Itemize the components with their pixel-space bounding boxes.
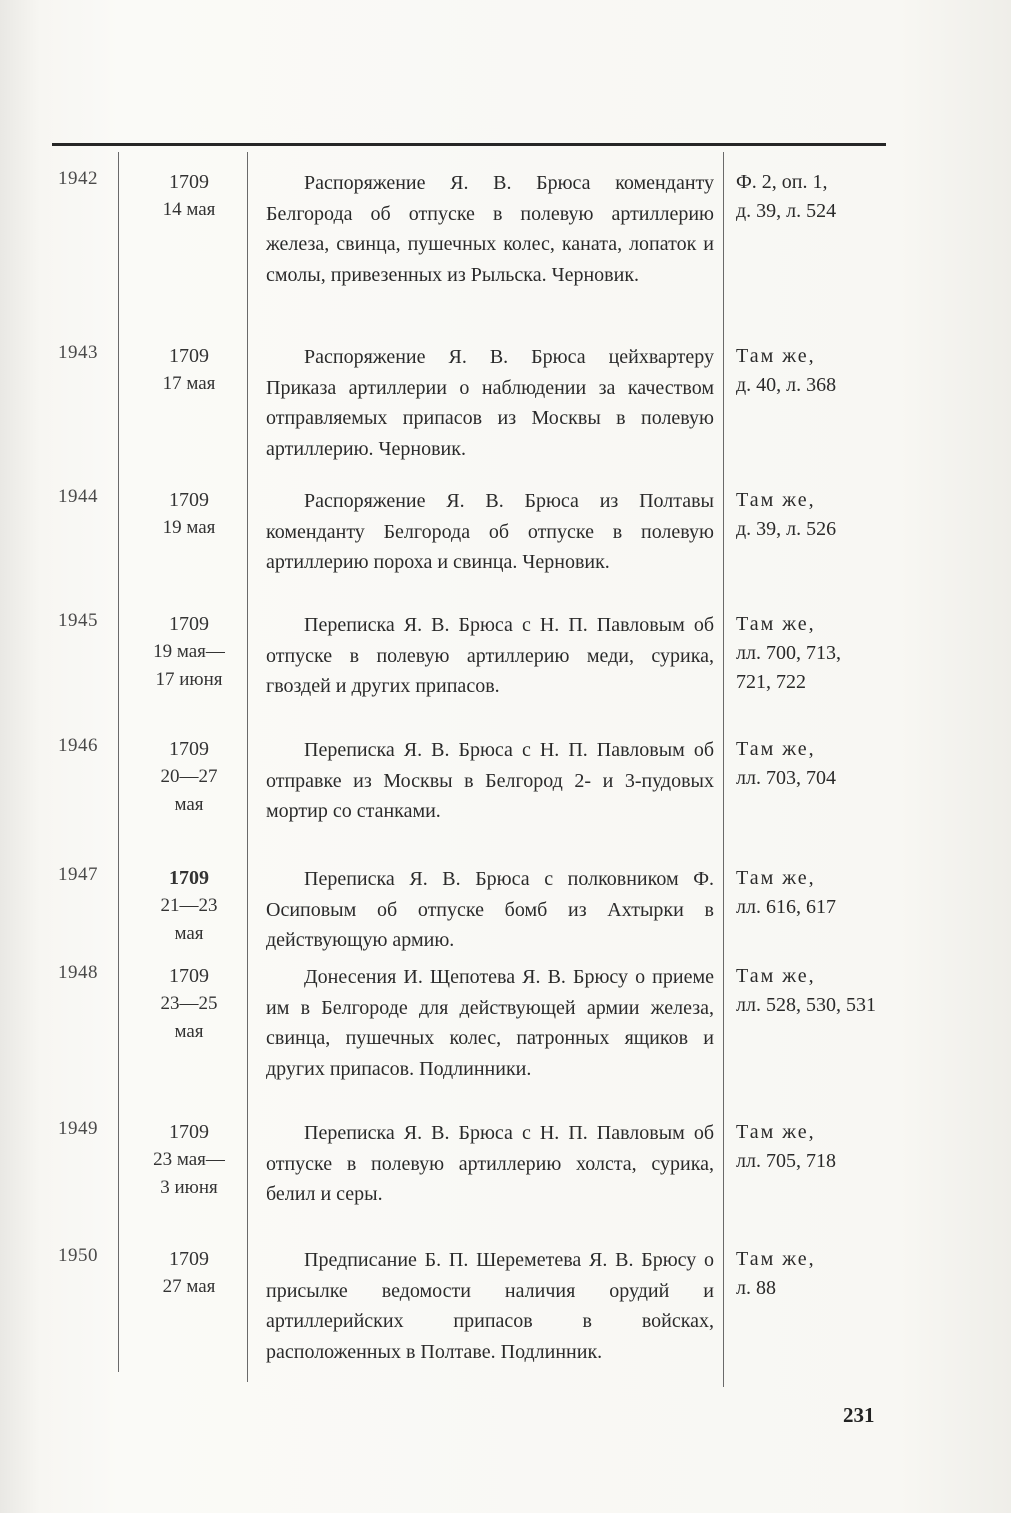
entry-number: 1943 xyxy=(58,342,98,363)
entry-reference xyxy=(736,486,886,544)
entry-reference xyxy=(736,1245,886,1303)
entry-number: 1950 xyxy=(58,1245,98,1266)
date-month: мая xyxy=(174,923,204,944)
date-month: мая xyxy=(174,1021,204,1042)
entry-date xyxy=(124,864,254,948)
entry-description: Распоряжение Я. В. Брюса коменданту Белгорода об отпуске в полевую артиллерию железа, свинца, пушечных колес, каната, лопаток и смолы, привезенных из Рыльска. Черновик. xyxy=(266,172,714,286)
entry-date xyxy=(124,168,254,224)
entry-number: 1948 xyxy=(58,962,98,983)
reference-line-2: лл. 705, 718 xyxy=(736,1150,836,1172)
entry-description: Переписка Я. В. Брюса с Н. П. Павловым об отправке из Москвы в Белгород 2- и 3-пудовых мортир со станками. xyxy=(266,739,714,822)
reference-line-1: Там же, xyxy=(736,1121,816,1143)
entry-reference xyxy=(736,1118,886,1176)
reference-line-2: лл. 700, 713, 721, 722 xyxy=(736,642,841,693)
date-year: 1709 xyxy=(169,1121,209,1143)
entry-reference xyxy=(736,735,886,793)
entry-reference xyxy=(736,168,886,226)
reference-line-2: д. 40, л. 368 xyxy=(736,374,837,396)
date-range-end: 3 июня xyxy=(160,1177,218,1198)
date-month: мая xyxy=(174,794,204,815)
reference-line-1: Там же, xyxy=(736,738,816,760)
entry-date xyxy=(124,735,254,819)
entry-reference xyxy=(736,342,886,400)
reference-line-1: Там же, xyxy=(736,867,816,889)
reference-line-1: Ф. 2, оп. 1, xyxy=(736,171,828,193)
entry-description: Предписание Б. П. Шереметева Я. В. Брюсу о присылке ведомости наличия орудий и артиллерийских припасов в войсках, расположенных в Полтаве. Подлинник. xyxy=(266,1249,714,1363)
top-rule xyxy=(52,143,886,146)
date-range: 23—25 xyxy=(160,993,218,1014)
entry-description: Распоряжение Я. В. Брюса из Полтавы коменданту Белгорода об отпуске в полевую артиллерию пороха и свинца. Черновик. xyxy=(266,490,714,573)
entry-date xyxy=(124,610,254,694)
entry-description: Распоряжение Я. В. Брюса цейхвартеру Приказа артиллерии о наблюдении за качеством отправляемых припасов из Москвы в полевую артиллерию. Черновик. xyxy=(266,346,714,460)
date-range: 20—27 xyxy=(160,766,218,787)
date-range-start: 19 мая— xyxy=(153,641,225,662)
entry-number: 1947 xyxy=(58,864,98,885)
entry-number: 1949 xyxy=(58,1118,98,1139)
date-range-start: 23 мая— xyxy=(153,1149,225,1170)
entry-date xyxy=(124,962,254,1046)
date-day: 27 мая xyxy=(162,1276,216,1297)
date-year: 1709 xyxy=(169,1248,209,1270)
entry-reference xyxy=(736,962,886,1020)
entry-date xyxy=(124,342,254,398)
reference-line-1: Там же, xyxy=(736,489,816,511)
entry-date xyxy=(124,1245,254,1301)
entry-number: 1945 xyxy=(58,610,98,631)
date-range-end: 17 июня xyxy=(155,669,223,690)
reference-line-1: Там же, xyxy=(736,965,816,987)
entry-reference xyxy=(736,864,886,922)
date-day: 14 мая xyxy=(162,199,216,220)
reference-line-1: Там же, xyxy=(736,345,816,367)
entry-reference xyxy=(736,610,886,697)
date-day: 17 мая xyxy=(162,373,216,394)
reference-line-1: Там же, xyxy=(736,613,816,635)
date-year: 1709 xyxy=(169,489,209,511)
entry-number: 1944 xyxy=(58,486,98,507)
entry-date xyxy=(124,486,254,542)
date-range: 21—23 xyxy=(160,895,218,916)
entry-number: 1942 xyxy=(58,168,98,189)
entry-number: 1946 xyxy=(58,735,98,756)
date-year: 1709 xyxy=(169,965,209,987)
entry-description: Переписка Я. В. Брюса с Н. П. Павловым об отпуске в полевую артиллерию меди, сурика, гвоздей и других припасов. xyxy=(266,614,714,697)
column-divider-3 xyxy=(723,152,724,1387)
entry-date xyxy=(124,1118,254,1202)
reference-line-2: д. 39, л. 524 xyxy=(736,200,837,222)
reference-line-2: лл. 528, 530, 531 xyxy=(736,994,876,1016)
column-divider-1 xyxy=(118,152,119,1372)
reference-line-2: лл. 703, 704 xyxy=(736,767,836,789)
reference-line-2: л. 88 xyxy=(736,1277,776,1299)
entry-description: Переписка Я. В. Брюса с Н. П. Павловым об отпуске в полевую артиллерию холста, сурика, белил и серы. xyxy=(266,1122,714,1205)
reference-line-1: Там же, xyxy=(736,1248,816,1270)
reference-line-2: лл. 616, 617 xyxy=(736,896,836,918)
date-year: 1709 xyxy=(169,738,209,760)
entry-description: Переписка Я. В. Брюса с полковником Ф. Осиповым об отпуске бомб из Ахтырки в действующую армию. xyxy=(266,868,714,951)
date-year: 1709 xyxy=(169,867,209,889)
reference-line-2: д. 39, л. 526 xyxy=(736,518,837,540)
date-day: 19 мая xyxy=(162,517,216,538)
date-year: 1709 xyxy=(169,345,209,367)
page-number: 231 xyxy=(843,1403,875,1427)
entry-description: Донесения И. Щепотева Я. В. Брюсу о приеме им в Белгороде для действующей армии железа, свинца, пушечных колес, патронных ящиков и других припасов. Подлинники. xyxy=(266,966,714,1080)
date-year: 1709 xyxy=(169,613,209,635)
date-year: 1709 xyxy=(169,171,209,193)
